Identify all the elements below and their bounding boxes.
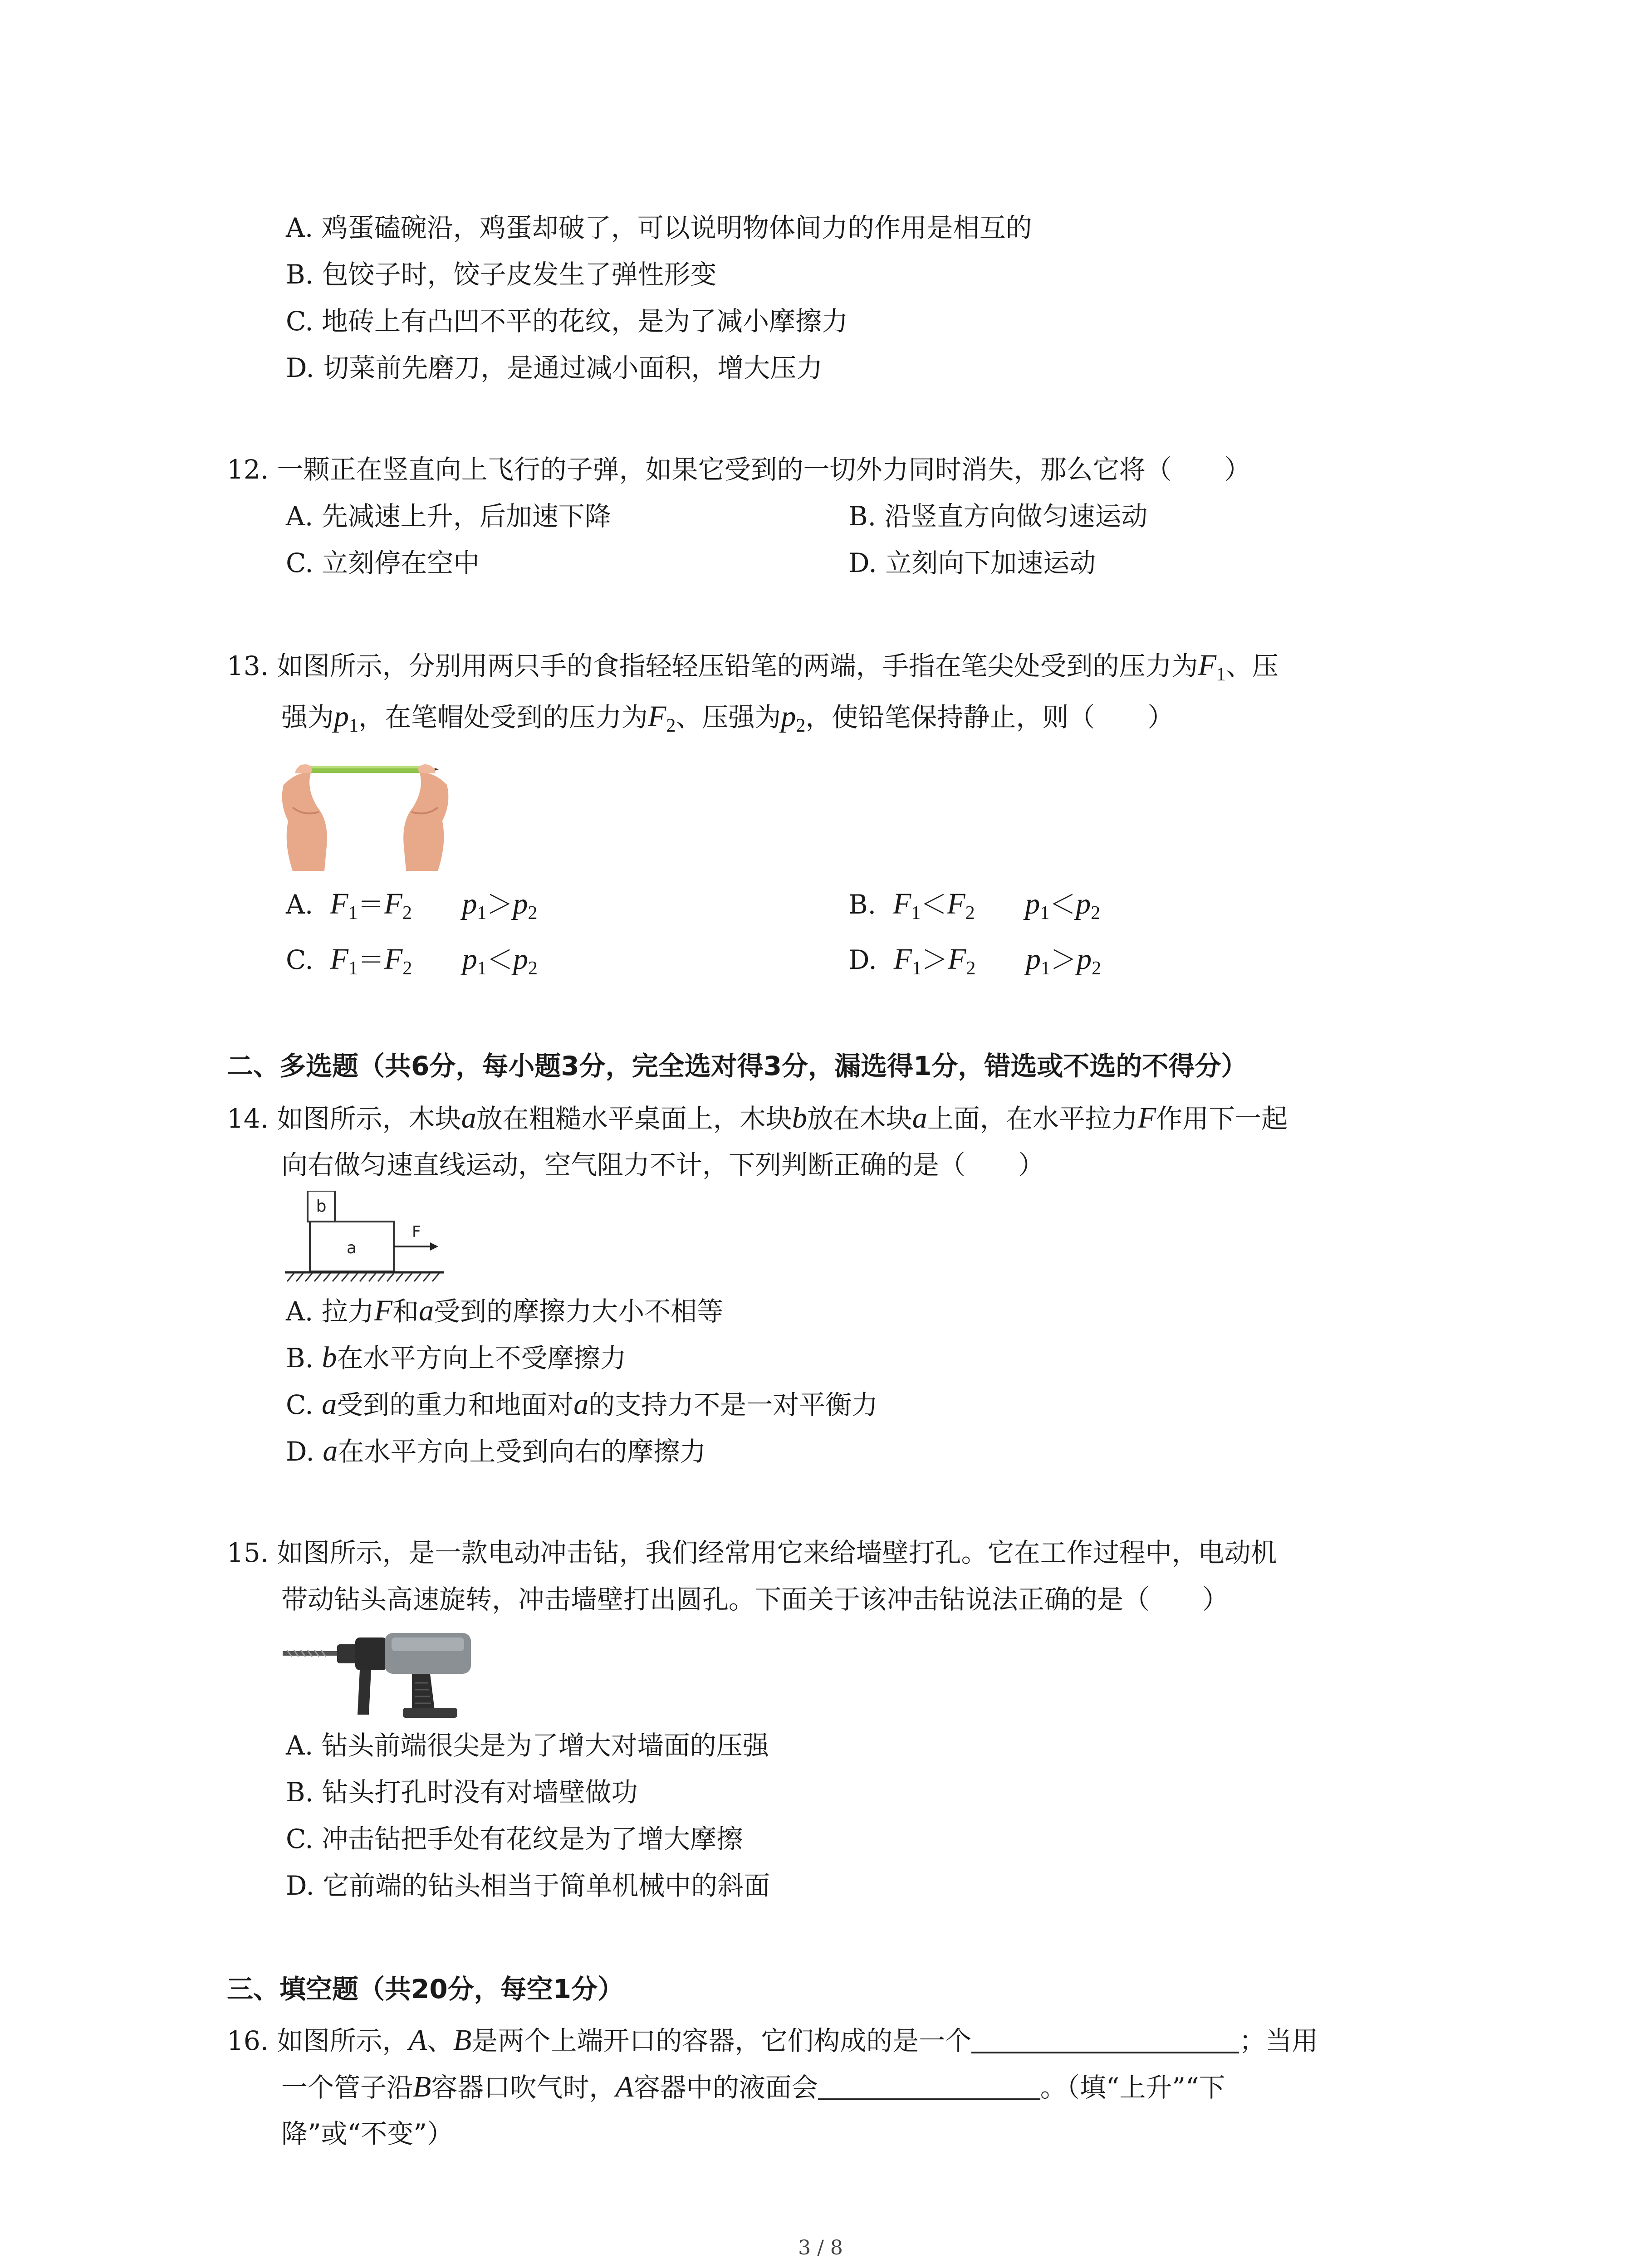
- q15-option-d: D. 它前端的钻头相当于简单机械中的斜面: [286, 1870, 770, 1901]
- q16-stem-line1: 16. 如图所示，A、B是两个上端开口的容器，它们构成的是一个 ；当用: [227, 2024, 1318, 2057]
- q16-stem-line3: 降”或“不变”）: [281, 2118, 453, 2149]
- q14-option-a: A. 拉力F和a受到的摩擦力大小不相等: [286, 1294, 724, 1327]
- q15-option-a: A. 钻头前端很尖是为了增大对墙面的压强: [286, 1730, 769, 1761]
- q11-option-b: B. 包饺子时，饺子皮发生了弹性形变: [286, 259, 717, 290]
- q12-option-d: D. 立刻向下加速运动: [848, 547, 1096, 578]
- q14-stem-line1: 14. 如图所示，木块a放在粗糙水平桌面上，木块b放在木块a上面，在水平拉力F作用下一起: [227, 1101, 1288, 1134]
- q15-stem-line1: 15. 如图所示，是一款电动冲击钻，我们经常用它来给墙壁打孔。它在工作过程中，电动机: [227, 1537, 1277, 1568]
- q11-option-d: D. 切菜前先磨刀，是通过减小面积，增大压力: [286, 352, 823, 383]
- q16-stem-line2: 一个管子沿B容器口吹气时，A容器中的液面会 。（填“上升”“下: [281, 2070, 1225, 2103]
- fig-label-f: F: [412, 1223, 421, 1241]
- fig-label-b: b: [316, 1197, 327, 1216]
- q14-option-d: D. a在水平方向上受到向右的摩擦力: [286, 1434, 706, 1467]
- impact-drill-image: [280, 1628, 485, 1719]
- q13-option-b: B. $F_1<F_2$ $p_1<p_2$: [848, 887, 1101, 924]
- page-number: 3 / 8: [798, 2236, 843, 2259]
- section3-heading: 三、填空题（共20分，每空1分）: [227, 1974, 624, 2004]
- q11-option-c: C. 地砖上有凸凹不平的花纹，是为了减小摩擦力: [286, 306, 848, 337]
- fig-label-a: a: [346, 1239, 357, 1257]
- block-diagram: [285, 1191, 448, 1284]
- q12-option-a: A. 先减速上升，后加速下降: [286, 501, 611, 532]
- q14-option-c: C. a受到的重力和地面对a的支持力不是一对平衡力: [286, 1388, 878, 1421]
- answer-blank-1[interactable]: [971, 2024, 1239, 2053]
- answer-blank-2[interactable]: [818, 2071, 1040, 2100]
- q12-option-c: C. 立刻停在空中: [286, 547, 480, 578]
- q11-option-a: A. 鸡蛋磕碗沿，鸡蛋却破了，可以说明物体间力的作用是相互的: [286, 212, 1032, 243]
- q13-stem-line1: 13. 如图所示，分别用两只手的食指轻轻压铅笔的两端，手指在笔尖处受到的压力为$F_1$、压: [227, 649, 1279, 685]
- q15-option-c: C. 冲击钻把手处有花纹是为了增大摩擦: [286, 1823, 743, 1854]
- pencil-hands-image: [279, 753, 451, 873]
- q12-stem: 12. 一颗正在竖直向上飞行的子弹，如果它受到的一切外力同时消失，那么它将（ ）: [227, 454, 1251, 485]
- q12-option-b: B. 沿竖直方向做匀速运动: [848, 501, 1148, 532]
- q13-option-d: D. $F_1>F_2$ $p_1>p_2$: [848, 943, 1102, 979]
- q14-option-b: B. b在水平方向上不受摩擦力: [286, 1341, 627, 1374]
- q15-option-b: B. 钻头打孔时没有对墙壁做功: [286, 1777, 638, 1808]
- q13-option-a: A. $F_1=F_2$ $p_1>p_2$: [286, 887, 538, 924]
- q13-option-c: C. $F_1=F_2$ $p_1<p_2$: [286, 943, 538, 979]
- q14-stem-line2: 向右做匀速直线运动，空气阻力不计，下列判断正确的是（ ）: [281, 1149, 1045, 1180]
- q13-stem-line2: 强为$p_1$，在笔帽处受到的压力为$F_2$、压强为$p_2$，使铅笔保持静止，则（ ）: [281, 700, 1174, 736]
- q15-stem-line2: 带动钻头高速旋转，冲击墙壁打出圆孔。下面关于该冲击钻说法正确的是（ ）: [281, 1584, 1229, 1615]
- section2-heading: 二、多选题（共6分，每小题3分，完全选对得3分，漏选得1分，错选或不选的不得分）: [227, 1051, 1248, 1081]
